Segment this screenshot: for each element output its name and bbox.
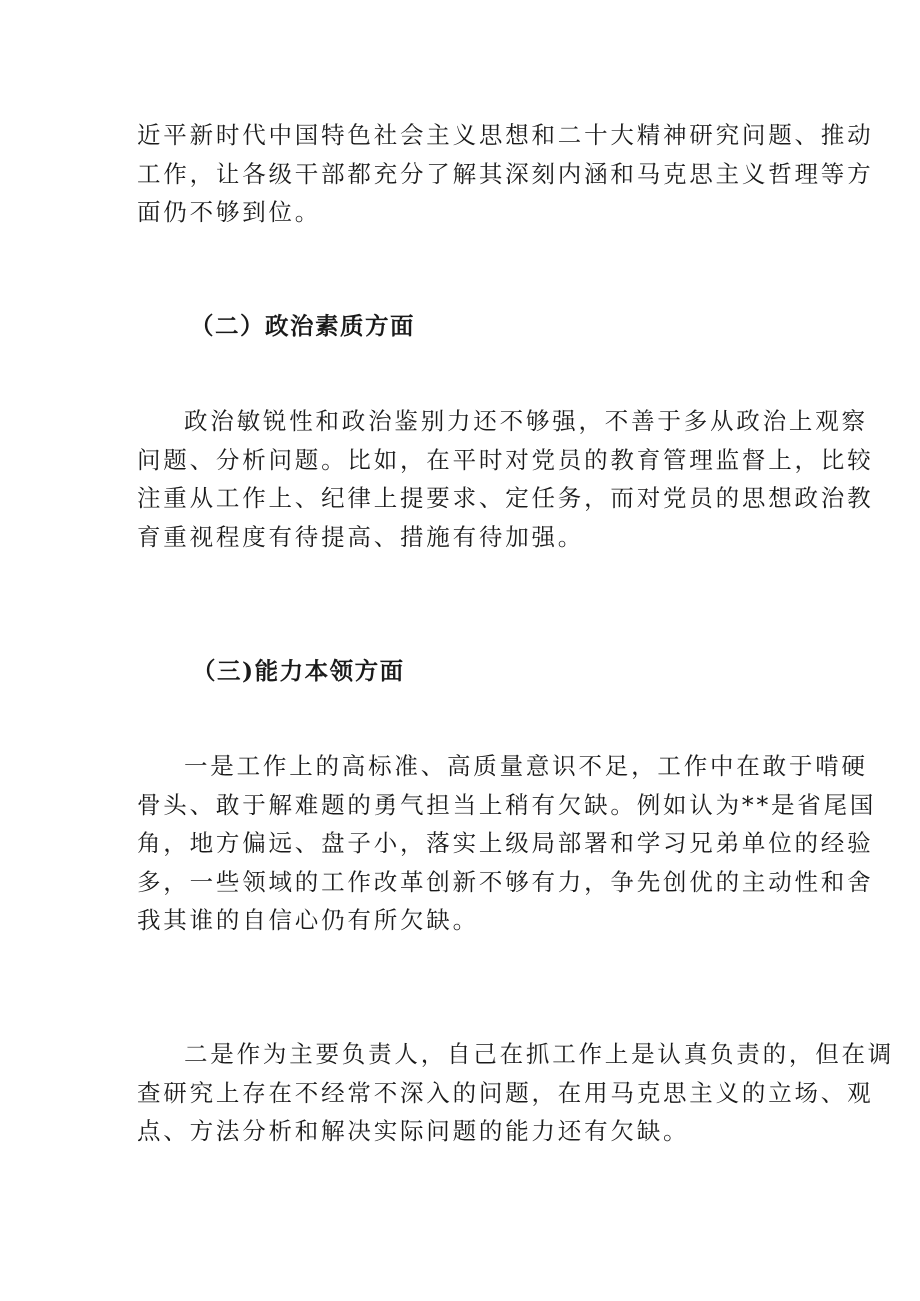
paragraph-line: 政治敏锐性和政治鉴别力还不够强，不善于多从政治上观察 (184, 407, 868, 435)
paragraph-line: 育重视程度有待提高、措施有待加强。 (137, 522, 585, 551)
paragraph-line: 我其谁的自信心仍有所欠缺。 (137, 906, 479, 934)
paragraph-line: 问题、分析问题。比如，在平时对党员的教育管理监督上，比较 (137, 445, 874, 474)
section-heading-capability: （三)能力本领方面 (192, 657, 405, 685)
paragraph-line: 查研究上存在不经常不深入的问题，在用马克思主义的立场、观 (137, 1078, 874, 1107)
paragraph-line: 角，地方偏远、盘子小，落实上级局部署和学习兄弟单位的经验 (137, 829, 874, 857)
paragraph-political-quality (137, 402, 874, 556)
paragraph-line: 注重从工作上、纪律上提要求、定任务，而对党员的思想政治教 (137, 484, 874, 512)
paragraph-line: 面仍不够到位。 (137, 198, 322, 226)
paragraph-line: 近平新时代中国特色社会主义思想和二十大精神研究问题、推动 (137, 121, 874, 149)
paragraph-capability-second (137, 1035, 895, 1151)
paragraph-line: 点、方法分析和解决实际问题的能力还有欠缺。 (137, 1117, 690, 1145)
paragraph-line: 一是工作上的高标准、高质量意识不足，工作中在敢于啃硬 (184, 752, 868, 780)
paragraph-capability-first (137, 747, 877, 940)
paragraph-line: 多，一些领域的工作改革创新不够有力，争先创优的主动性和舍 (137, 867, 874, 896)
paragraph-continuation (137, 116, 874, 232)
paragraph-line: 骨头、敢于解难题的勇气担当上稍有欠缺。例如认为**是省尾国 (137, 790, 877, 819)
section-heading-political-quality: （二）政治素质方面 (190, 312, 415, 340)
paragraph-line: 二是作为主要负责人，自己在抓工作上是认真负责的，但在调 (184, 1040, 895, 1068)
paragraph-line: 工作，让各级干部都充分了解其深刻内涵和马克思主义哲理等方 (137, 159, 874, 188)
